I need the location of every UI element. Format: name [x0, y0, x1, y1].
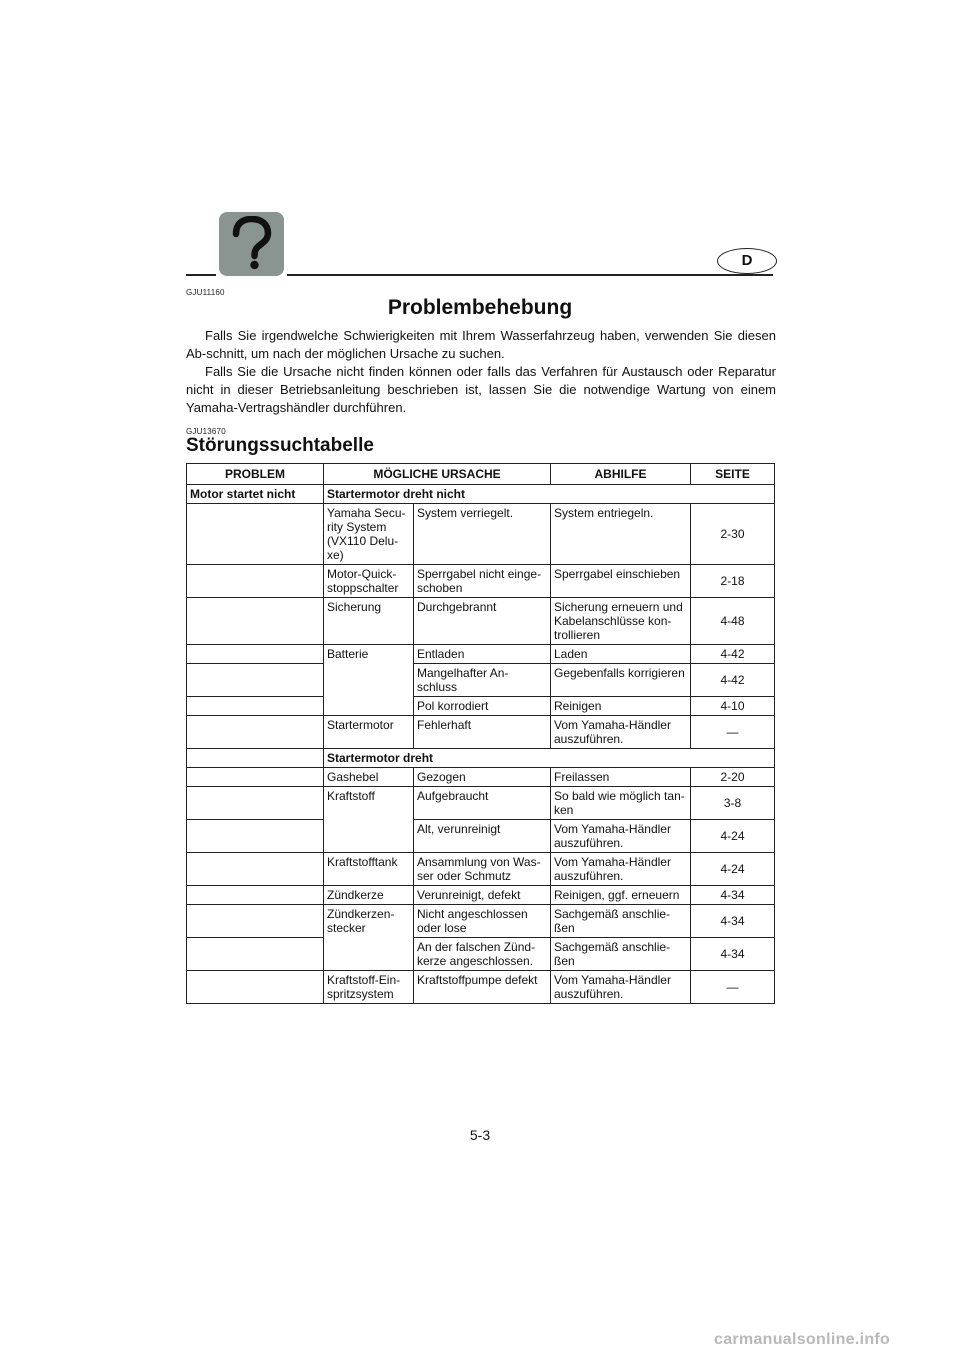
column-header-remedy: ABHILFE: [551, 464, 691, 485]
part-cell: Motor-Quick-stoppschalter: [324, 565, 414, 598]
part-cell: Zündkerzen-stecker: [324, 905, 414, 938]
page-cell: —: [691, 971, 775, 1004]
problem-cell: Motor startet nicht: [187, 485, 324, 504]
intro-paragraph: Falls Sie die Ursache nicht finden können oder falls das Verfahren für Austausch oder Reparatur nicht in dieser Betriebsanleitung beschrieben ist, lassen Sie die notwendige Wartung von einem Yamaha-Vertragshändler durchführen.: [186, 364, 776, 415]
group-heading: Startermotor dreht: [324, 749, 775, 768]
remedy-cell: Vom Yamaha-Händler auszuführen.: [551, 820, 691, 853]
table-row: [187, 598, 775, 645]
section-code: GJU11160: [186, 288, 225, 297]
cause-cell: Nicht angeschlossen oder lose: [414, 905, 551, 938]
troubleshooting-table: [186, 463, 775, 1004]
page-cell: 4-24: [691, 853, 775, 886]
remedy-cell: Gegebenfalls korrigieren: [551, 664, 691, 697]
column-header-problem: PROBLEM: [187, 464, 324, 485]
subsection-title: Störungssuchtabelle: [186, 435, 374, 456]
remedy-cell: Vom Yamaha-Händler auszuführen.: [551, 716, 691, 749]
remedy-cell: Sachgemäß anschlie-ßen: [551, 938, 691, 971]
remedy-cell: Laden: [551, 645, 691, 664]
cause-cell: Ansammlung von Was-ser oder Schmutz: [414, 853, 551, 886]
page-cell: 4-34: [691, 886, 775, 905]
intro-paragraph: Falls Sie irgendwelche Schwierigkeiten mit Ihrem Wasserfahrzeug haben, verwenden Sie diesen Ab-schnitt, um nach der möglichen Ursache zu suchen.: [186, 328, 776, 361]
part-cell: [324, 664, 414, 697]
page-cell: —: [691, 716, 775, 749]
column-header-page: SEITE: [691, 464, 775, 485]
part-cell: [324, 820, 414, 853]
table-row: [187, 485, 775, 504]
table-row: [187, 905, 775, 938]
page-cell: 2-30: [691, 504, 775, 565]
remedy-cell: System entriegeln.: [551, 504, 691, 565]
cause-cell: Gezogen: [414, 768, 551, 787]
remedy-cell: Sperrgabel einschieben: [551, 565, 691, 598]
part-cell: Kraftstofftank: [324, 853, 414, 886]
table-row: [187, 971, 775, 1004]
table-row: [187, 886, 775, 905]
part-cell: Gashebel: [324, 768, 414, 787]
page-cell: 2-18: [691, 565, 775, 598]
intro-text: [186, 327, 776, 417]
remedy-cell: Vom Yamaha-Händler auszuführen.: [551, 971, 691, 1004]
page-cell: 4-48: [691, 598, 775, 645]
part-cell: Yamaha Secu-rity System (VX110 Delu-xe): [324, 504, 414, 565]
page-cell: 4-42: [691, 664, 775, 697]
language-badge: D: [717, 248, 777, 274]
remedy-cell: Freilassen: [551, 768, 691, 787]
part-cell: Batterie: [324, 645, 414, 664]
column-header-cause: MÖGLICHE URSACHE: [324, 464, 551, 485]
table-row: [187, 664, 775, 697]
header-rule-right: [287, 274, 773, 276]
page-cell: 4-10: [691, 697, 775, 716]
table-row: [187, 820, 775, 853]
cause-cell: Fehlerhaft: [414, 716, 551, 749]
header-rule-left: [186, 274, 216, 276]
table-row: [187, 768, 775, 787]
table-row: [187, 504, 775, 565]
part-cell: Sicherung: [324, 598, 414, 645]
cause-cell: System verriegelt.: [414, 504, 551, 565]
cause-cell: An der falschen Zünd-kerze angeschlossen.: [414, 938, 551, 971]
page-cell: 4-42: [691, 645, 775, 664]
remedy-cell: Reinigen: [551, 697, 691, 716]
page-cell: 4-24: [691, 820, 775, 853]
page-cell: 3-8: [691, 787, 775, 820]
cause-cell: Mangelhafter An-schluss: [414, 664, 551, 697]
table-row: [187, 938, 775, 971]
table-header-row: [187, 464, 775, 485]
table-row: [187, 749, 775, 768]
table-row: [187, 565, 775, 598]
subsection-code: GJU13670: [186, 427, 226, 436]
part-cell: Zündkerze: [324, 886, 414, 905]
part-cell: [324, 938, 414, 971]
remedy-cell: Sicherung erneuern und Kabelanschlüsse kon-trollieren: [551, 598, 691, 645]
page-title: Problembehebung: [387, 296, 573, 319]
remedy-cell: Reinigen, ggf. erneuern: [551, 886, 691, 905]
cause-cell: Verunreinigt, defekt: [414, 886, 551, 905]
cause-cell: Aufgebraucht: [414, 787, 551, 820]
remedy-cell: So bald wie möglich tan-ken: [551, 787, 691, 820]
table-row: [187, 645, 775, 664]
cause-cell: Durchgebrannt: [414, 598, 551, 645]
cause-cell: Kraftstoffpumpe defekt: [414, 971, 551, 1004]
cause-cell: Entladen: [414, 645, 551, 664]
cause-cell: Pol korrodiert: [414, 697, 551, 716]
page-cell: 4-34: [691, 905, 775, 938]
table-row: [187, 716, 775, 749]
remedy-cell: Sachgemäß anschlie-ßen: [551, 905, 691, 938]
page-number: 5-3: [469, 1127, 491, 1143]
table-row: [187, 697, 775, 716]
part-cell: Kraftstoff: [324, 787, 414, 820]
table-row: [187, 853, 775, 886]
question-mark-icon: [219, 212, 284, 276]
table-row: [187, 787, 775, 820]
watermark: carmanualsonline.info: [714, 1331, 891, 1348]
page-cell: 4-34: [691, 938, 775, 971]
page-cell: 2-20: [691, 768, 775, 787]
cause-cell: Sperrgabel nicht einge-schoben: [414, 565, 551, 598]
group-heading: Startermotor dreht nicht: [324, 485, 775, 504]
part-cell: Kraftstoff-Ein-spritzsystem: [324, 971, 414, 1004]
part-cell: Startermotor: [324, 716, 414, 749]
part-cell: [324, 697, 414, 716]
cause-cell: Alt, verunreinigt: [414, 820, 551, 853]
remedy-cell: Vom Yamaha-Händler auszuführen.: [551, 853, 691, 886]
